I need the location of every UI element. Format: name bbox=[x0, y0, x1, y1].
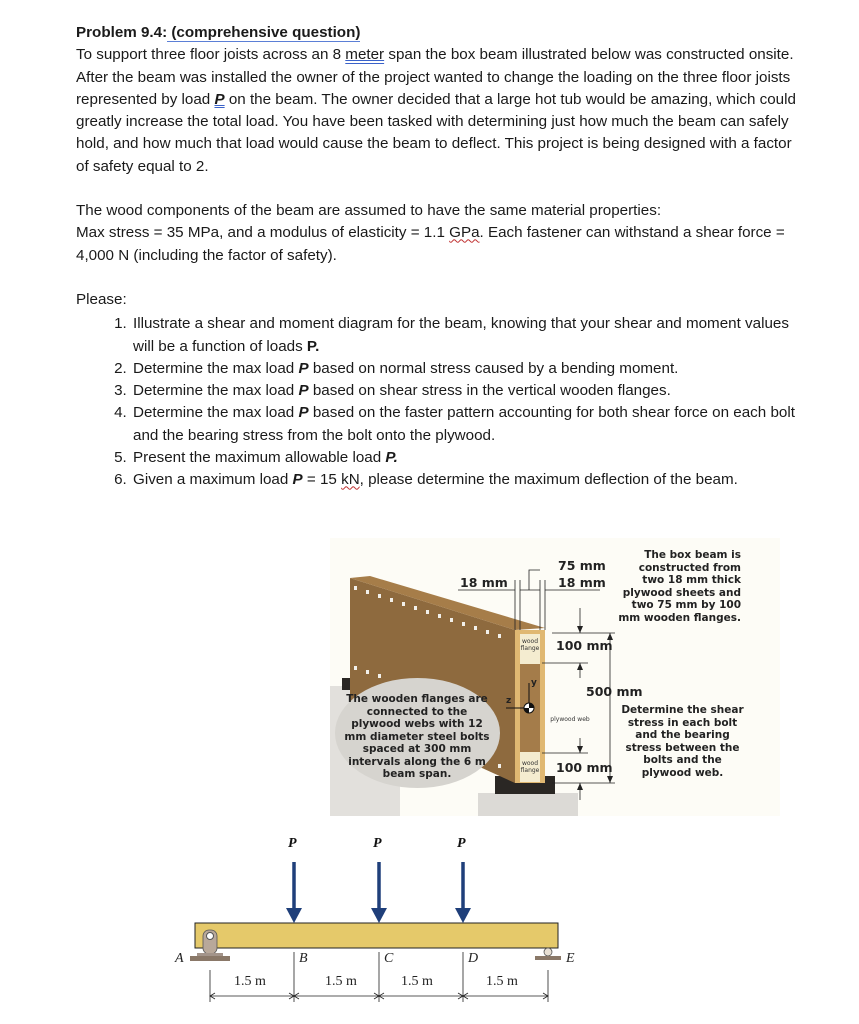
task-text: Given a maximum load bbox=[133, 471, 293, 489]
problem-title bbox=[76, 22, 796, 44]
problem-subtitle: (comprehensive question) bbox=[167, 24, 361, 41]
point-label-c: C bbox=[384, 951, 394, 966]
load-symbol: P bbox=[292, 471, 303, 489]
meter-word: meter bbox=[345, 46, 385, 64]
load-label-b: P bbox=[288, 836, 297, 851]
task-text: , please determine the maximum deflection of the beam. bbox=[359, 471, 738, 489]
dim-100mm-top: 100 mm bbox=[556, 638, 613, 653]
task-item bbox=[131, 358, 796, 380]
please-label: Please: bbox=[76, 290, 127, 308]
load-label-c: P bbox=[373, 836, 382, 851]
kn-unit: kN bbox=[341, 471, 360, 489]
axis-y-label: y bbox=[531, 678, 537, 688]
gpa-unit: GPa bbox=[449, 224, 480, 242]
task-item bbox=[131, 313, 796, 358]
point-label-a: A bbox=[175, 951, 184, 966]
task-text: based on normal stress caused by a bending moment. bbox=[308, 359, 679, 377]
label-wood-flange-top: wood flange bbox=[520, 638, 540, 652]
intro-paragraph bbox=[76, 44, 796, 178]
problem-number: Problem 9.4: bbox=[76, 24, 168, 41]
load-label-d: P bbox=[457, 836, 466, 851]
task-text: Present the maximum allowable load bbox=[133, 449, 386, 467]
note-construction: The box beam is constructed from two 18 mm thick plywood sheets and two 75 mm by 100 mm wooden flanges. bbox=[618, 549, 741, 624]
dim-18mm-right: 18 mm bbox=[558, 575, 606, 590]
note-determine: Determine the shear stress in each bolt and the bearing stress between the bolts and the plywood web. bbox=[621, 704, 744, 779]
label-wood-flange-bottom: wood flange bbox=[520, 760, 540, 774]
dim-100mm-bottom: 100 mm bbox=[556, 760, 613, 775]
load-symbol: P bbox=[298, 359, 309, 377]
task-text: based on the faster pattern accounting for both shear force on each bolt and the bearing stress from the bolt onto the plywood. bbox=[133, 404, 795, 444]
span-de: 1.5 m bbox=[486, 974, 518, 989]
point-label-d: D bbox=[468, 951, 479, 966]
task-text: Determine the max load bbox=[133, 359, 299, 377]
task-item bbox=[131, 402, 796, 447]
roller-support-icon bbox=[535, 948, 561, 960]
span-ab: 1.5 m bbox=[234, 974, 266, 989]
span-cd: 1.5 m bbox=[401, 974, 433, 989]
load-symbol: P. bbox=[306, 337, 320, 355]
intro-text: To support three floor joists across an 8 bbox=[76, 46, 346, 64]
loading-diagram bbox=[170, 832, 590, 1012]
point-label-b: B bbox=[299, 951, 308, 966]
task-text: Determine the max load bbox=[133, 382, 299, 400]
materials-intro: The wood components of the beam are assumed to have the same material properties: bbox=[76, 202, 662, 220]
task-item bbox=[131, 447, 796, 469]
task-item bbox=[131, 380, 796, 402]
note-bolts: The wooden flanges are connected to the plywood webs with 12 mm diameter steel bolts spaced at 300 mm intervals along the 6 m beam span. bbox=[344, 693, 490, 780]
materials-paragraph bbox=[76, 200, 796, 267]
task-list bbox=[76, 313, 796, 491]
dim-500mm: 500 mm bbox=[586, 684, 643, 699]
task-text: = 15 bbox=[302, 471, 342, 489]
task-item bbox=[131, 469, 796, 491]
load-symbol: P. bbox=[385, 449, 398, 467]
problem-document bbox=[76, 22, 796, 492]
task-text: Determine the max load bbox=[133, 404, 299, 422]
axis-z-label: z bbox=[506, 696, 512, 706]
span-bc: 1.5 m bbox=[325, 974, 357, 989]
task-text: based on shear stress in the vertical wooden flanges. bbox=[308, 382, 671, 400]
materials-text: Max stress = 35 MPa, and a modulus of elasticity = 1.1 bbox=[76, 224, 450, 242]
load-arrows bbox=[286, 862, 471, 923]
intro-text: on the beam. The owner decided that a large hot tub would be amazing, which could greatly increase the total load. You have been tasked with determining just how much the beam can safely hold, and how much that load would cause the beam to deflect. This project is being designed with a factor of safety equal to 2. bbox=[76, 90, 796, 175]
dim-75mm: 75 mm bbox=[558, 558, 606, 573]
beam-loading-illustration bbox=[170, 832, 590, 1012]
dim-18mm-left: 18 mm bbox=[460, 575, 508, 590]
load-symbol: P bbox=[214, 90, 225, 108]
point-label-e: E bbox=[566, 951, 575, 966]
label-plywood-web: plywood web bbox=[550, 716, 590, 723]
load-symbol: P bbox=[298, 404, 309, 422]
intro-text: span the box beam illustrated below was constructed onsite. After the beam was installed the owner of the project wanted to change the loading on the three floor joists represented by load bbox=[76, 46, 794, 108]
box-beam-figure bbox=[330, 538, 780, 816]
load-symbol: P bbox=[298, 382, 309, 400]
materials-text: . Each fastener can withstand a shear force = 4,000 N (including the factor of safety). bbox=[76, 224, 785, 264]
task-text: Illustrate a shear and moment diagram for the beam, knowing that your shear and moment values will be a function of loads bbox=[133, 315, 789, 355]
